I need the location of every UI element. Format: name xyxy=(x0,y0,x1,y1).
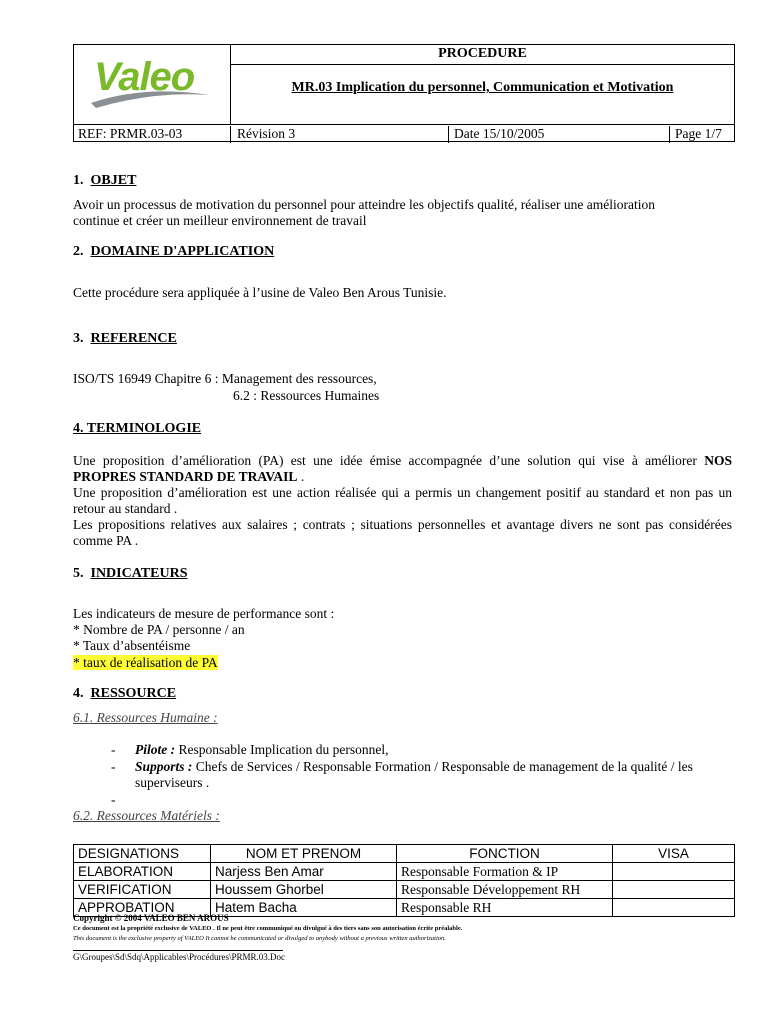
valeo-logo xyxy=(74,45,230,123)
indicateur-item: * Taux d’absentéisme xyxy=(73,638,191,653)
section-objet-heading: 1. OBJET xyxy=(73,173,137,188)
section-indicateurs-heading: 5. INDICATEURS xyxy=(73,566,188,581)
footer-notice-en: This document is the exclusive property of VALEO It cannot be communicated or divulged to anybody without a previous written authorization. xyxy=(73,935,446,942)
table-header-cell: FONCTION xyxy=(397,845,613,863)
page-field: Page 1/7 xyxy=(675,126,722,141)
supports-line: Supports : Chefs de Services / Responsable Formation / Responsable de management de la qualité / les superviseurs . xyxy=(135,759,693,790)
table-header-cell: VISA xyxy=(613,845,735,863)
doc-title: MR.03 Implication du personnel, Communication et Motivation xyxy=(291,80,674,95)
logo-cell xyxy=(74,45,231,124)
table-header-row xyxy=(74,845,735,863)
doc-type: PROCEDURE xyxy=(438,46,527,61)
header-meta-row xyxy=(74,124,734,143)
reference-line-2: 6.2 : Ressources Humaines xyxy=(233,388,380,403)
ref-field: REF: PRMR.03-03 xyxy=(78,126,183,141)
indicateurs-intro: Les indicateurs de mesure de performance sont : xyxy=(73,606,335,621)
section-reference-heading: 3. REFERENCE xyxy=(73,331,177,346)
visa-cell xyxy=(613,881,735,899)
section-ressource-heading: 4. RESSOURCE xyxy=(73,686,177,701)
table-cell: ELABORATION xyxy=(74,863,211,881)
table-row xyxy=(74,863,735,881)
table-row xyxy=(74,881,735,899)
valeo-logo-text: Valeo xyxy=(94,55,195,99)
section-terminologie-heading: 4. TERMINOLOGIE xyxy=(73,421,202,436)
domaine-text: Cette procédure sera appliquée à l’usine de Valeo Ben Arous Tunisie. xyxy=(73,285,447,300)
objet-text: Avoir un processus de motivation du personnel pour atteindre les objectifs qualité, réaliser une amélioration continue et créer un meilleur environnement de travail xyxy=(73,197,655,228)
section-domaine-heading: 2. DOMAINE D'APPLICATION xyxy=(73,244,275,259)
revision-field: Révision 3 xyxy=(237,126,296,141)
table-cell: Responsable RH xyxy=(397,899,613,917)
reference-line-1: ISO/TS 16949 Chapitre 6 : Management des ressources, xyxy=(73,371,377,386)
signature-table xyxy=(73,844,735,917)
footer-notice-fr: Ce document est la propriété exclusive de VALEO . Il ne peut être communiqué ou divulgué à des tiers sans son autorisation écrite préalable. xyxy=(73,925,463,932)
indicateur-item-highlighted: * taux de réalisation de PA xyxy=(73,655,218,670)
table-cell: Responsable Formation & IP xyxy=(397,863,613,881)
table-cell: Houssem Ghorbel xyxy=(211,881,397,899)
table-cell: APPROBATION xyxy=(74,899,211,917)
footer-copyright: Copyright © 2004 VALEO BEN AROUS xyxy=(73,913,229,923)
table-header-cell: DESIGNATIONS xyxy=(74,845,211,863)
date-field: Date 15/10/2005 xyxy=(454,126,545,141)
table-cell: Responsable Développement RH xyxy=(397,881,613,899)
bullet-dash: - xyxy=(111,759,116,774)
visa-cell xyxy=(613,899,735,917)
footer-file-path: G\Groupes\Sd\Sdq\Applicables\Procédures\PRMR.03.Doc xyxy=(73,952,285,962)
bullet-dash-empty: - xyxy=(111,792,116,807)
table-cell: VERIFICATION xyxy=(74,881,211,899)
pilote-line: Pilote : Responsable Implication du personnel, xyxy=(135,742,389,757)
indicateur-item: * Nombre de PA / personne / an xyxy=(73,622,245,637)
footer-divider xyxy=(73,950,283,951)
ressources-humaine-subheading: 6.1. Ressources Humaine : xyxy=(73,710,218,725)
table-cell: Hatem Bacha xyxy=(211,899,397,917)
visa-cell xyxy=(613,863,735,881)
table-header-cell: NOM ET PRENOM xyxy=(211,845,397,863)
bullet-dash: - xyxy=(111,742,116,757)
title-cell xyxy=(231,45,734,124)
table-cell: Narjess Ben Amar xyxy=(211,863,397,881)
terminologie-text: Une proposition d’amélioration (PA) est une idée émise accompagnée d’une solution qui vise à améliorer NOS PROPRES STANDARD DE TRAVAIL . Une proposition d’amélioration est une action réalisée qui a permis un changement positif au standard et non pas un retour au standard . Les propositions relatives aux salaires ; contrats ; situations personnelles et avantage divers ne sont pas considérées comme PA . xyxy=(73,453,732,548)
ressources-materiels-subheading: 6.2. Ressources Matériels : xyxy=(73,808,220,823)
document-header xyxy=(73,44,735,142)
